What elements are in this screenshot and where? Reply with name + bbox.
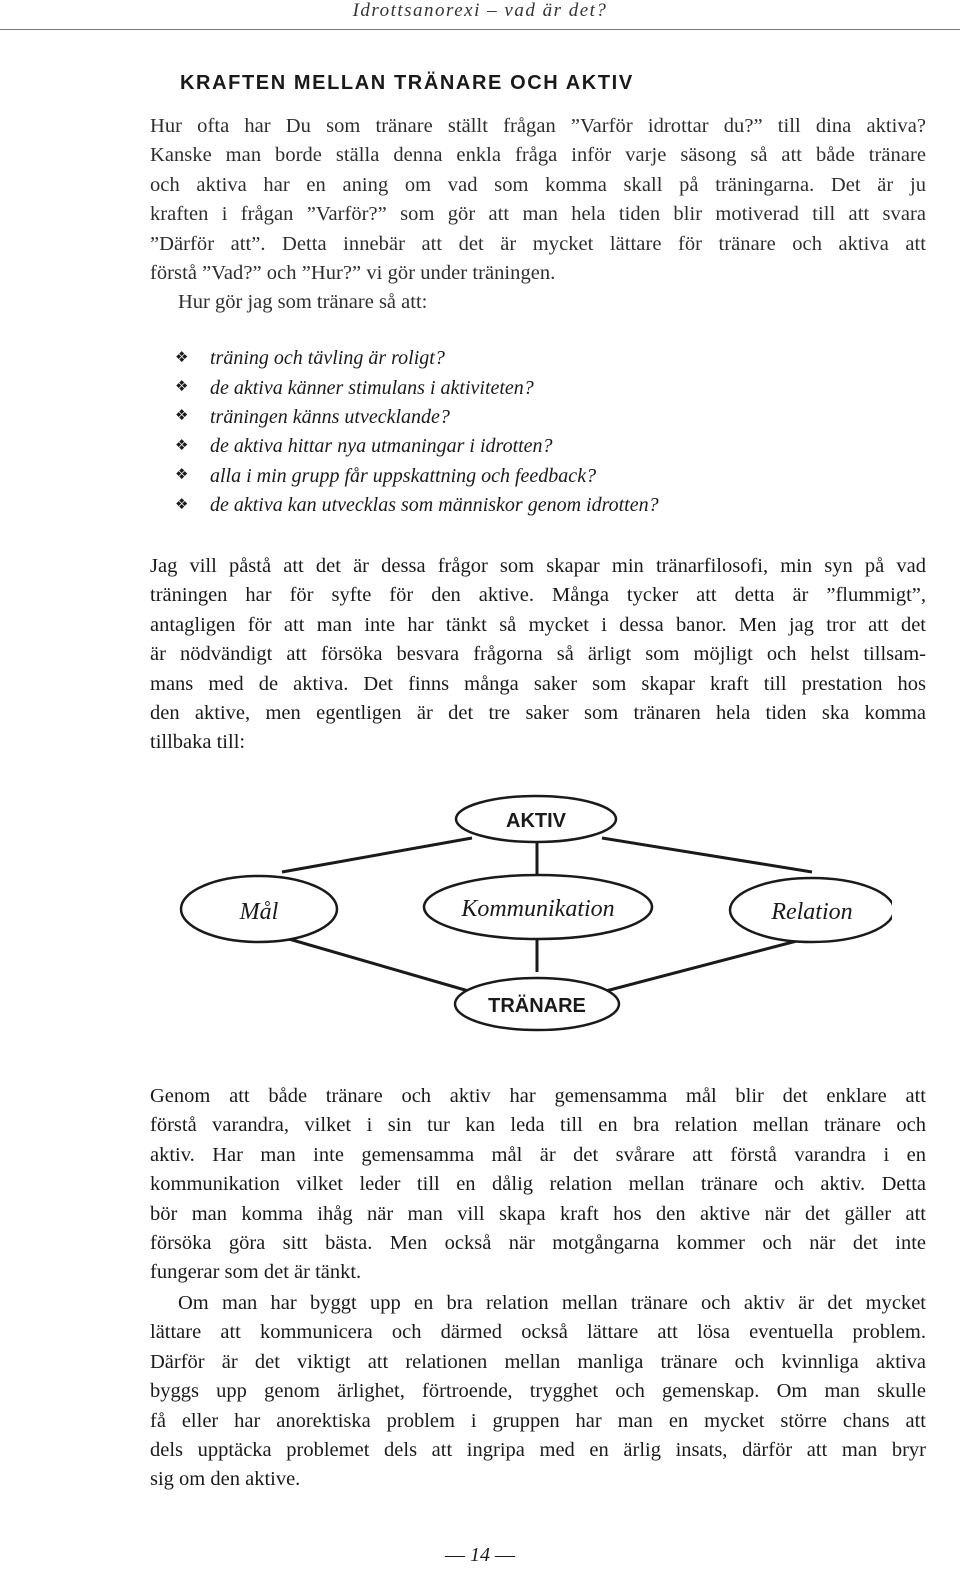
list-item-text: träning och tävling är roligt? [210,347,445,370]
connector-line [282,937,472,992]
question-list [176,344,659,520]
philosophy-paragraph [150,552,926,758]
paragraph-line: få eller har anorektiska problem i gruppen har man en mycket större chans att [150,1409,926,1432]
diamond-bullet-icon [176,352,190,366]
question-intro: Hur gör jag som tränare så att: [178,291,428,313]
list-item-text: de aktiva hittar nya utmaningar i idrotten? [210,435,553,458]
relation-paragraph [150,1289,926,1495]
diamond-bullet-icon [176,499,190,513]
paragraph-line: sig om den aktive. [150,1468,301,1491]
paragraph-line: träningen har för syfte för den aktive. Många tycker att detta är ”flummigt”, [150,584,926,607]
paragraph-line: ”Därför att”. Detta innebär att det är mycket lättare för tränare och aktiva att [150,232,926,255]
paragraph-line: bör man komma ihåg när man vill skapa kraft hos den aktive när det gäller att [150,1202,926,1225]
paragraph-line: dels upptäcka problemet dels att ingripa med en ärlig insats, därför att man bryr [150,1439,926,1462]
paragraph-line: lättare att kommunicera och därmed också lättare att lösa eventuella problem. [150,1321,926,1344]
connector-line [282,838,472,872]
running-header: Idrottsanorexi – vad är det? [352,0,608,21]
paragraph-line: fungerar som det är tänkt. [150,1261,362,1284]
list-item-text: alla i min grupp får uppskattning och feedback? [210,464,597,487]
goals-paragraph [150,1082,926,1288]
paragraph-line: Hur ofta har Du som tränare ställt frågan ”Varför idrottar du?” till dina aktiva? [150,115,926,137]
connector-line [602,937,812,992]
node-tranare-label: TRÄNARE [488,995,586,1017]
intro-paragraph [150,112,926,288]
paragraph-line: förstå varandra, vilket i sin tur kan leda till en bra relation mellan tränare och [150,1114,926,1137]
diamond-bullet-icon [176,440,190,454]
paragraph-line: mans med de aktiva. Det finns många saker som skapar kraft till prestation hos [150,672,926,695]
paragraph-line: och aktiva har en aning om vad som komma skall på träningarna. Det är ju [150,173,926,196]
connector-line [602,838,812,872]
paragraph-line: förstå ”Vad?” och ”Hur?” vi gör under träningen. [150,262,556,285]
page-number-value: 14 [470,1544,490,1566]
diamond-bullet-icon [176,381,190,395]
paragraph-line: den aktive, men egentligen är det tre saker som tränaren hela tiden ska komma [150,702,926,725]
node-aktiv-label: AKTIV [506,810,566,832]
node-relation-label: Relation [771,899,853,925]
paragraph-line: Jag vill påstå att det är dessa frågor som skapar min tränarfilosofi, min syn på vad [150,555,926,577]
paragraph-line: aktiv. Har man inte gemensamma mål är det svårare att förstå varandra i en [150,1143,926,1166]
list-item [176,462,659,491]
relationship-diagram [172,780,892,1050]
paragraph-line: kommunikation vilket leder till en dålig relation mellan tränare och aktiv. Detta [150,1173,926,1196]
list-item [176,403,659,432]
page-number-dash: — [490,1544,515,1566]
diamond-bullet-icon [176,469,190,483]
list-item-text: träningen känns utvecklande? [210,405,450,428]
paragraph-line: är nödvändigt att försöka besvara frågorna så ärligt som möjligt och helst tillsam- [150,643,926,666]
list-item [176,432,659,461]
list-item [176,491,659,520]
paragraph-line: försöka göra sitt bästa. Men också när motgångarna kommer och när det inte [150,1232,926,1255]
paragraph-line: Kanske man borde ställa denna enkla fråga inför varje säsong så att både tränare [150,144,926,167]
diagram-svg [172,780,892,1050]
node-kommunikation-label: Kommunikation [461,896,615,922]
paragraph-line: Om man har byggt upp en bra relation mellan tränare och aktiv är det mycket [178,1292,926,1314]
page-number-dash: — [445,1544,470,1566]
paragraph-line: byggs upp genom ärlighet, förtroende, trygghet och gemenskap. Om man skulle [150,1380,926,1403]
paragraph-line: tillbaka till: [150,731,246,754]
list-item-text: de aktiva kan utvecklas som människor genom idrotten? [210,494,659,517]
list-item-text: de aktiva känner stimulans i aktiviteten? [210,376,534,399]
paragraph-line: Genom att både tränare och aktiv har gemensamma mål blir det enklare att [150,1085,926,1107]
paragraph-line: Därför är det viktigt att relationen mellan manliga tränare och kvinnliga aktiva [150,1350,926,1373]
paragraph-line: antagligen för att man inte har tänkt så mycket i dessa banor. Men jag tror att det [150,613,926,636]
section-title: KRAFTEN MELLAN TRÄNARE OCH AKTIV [180,72,634,94]
page-number [0,1544,960,1567]
header-divider [0,29,960,30]
paragraph-line: kraften i frågan ”Varför?” som gör att man hela tiden blir motiverad till att svara [150,203,926,226]
diamond-bullet-icon [176,410,190,424]
node-mal-label: Mål [239,899,279,925]
list-item [176,373,659,402]
list-item [176,344,659,373]
